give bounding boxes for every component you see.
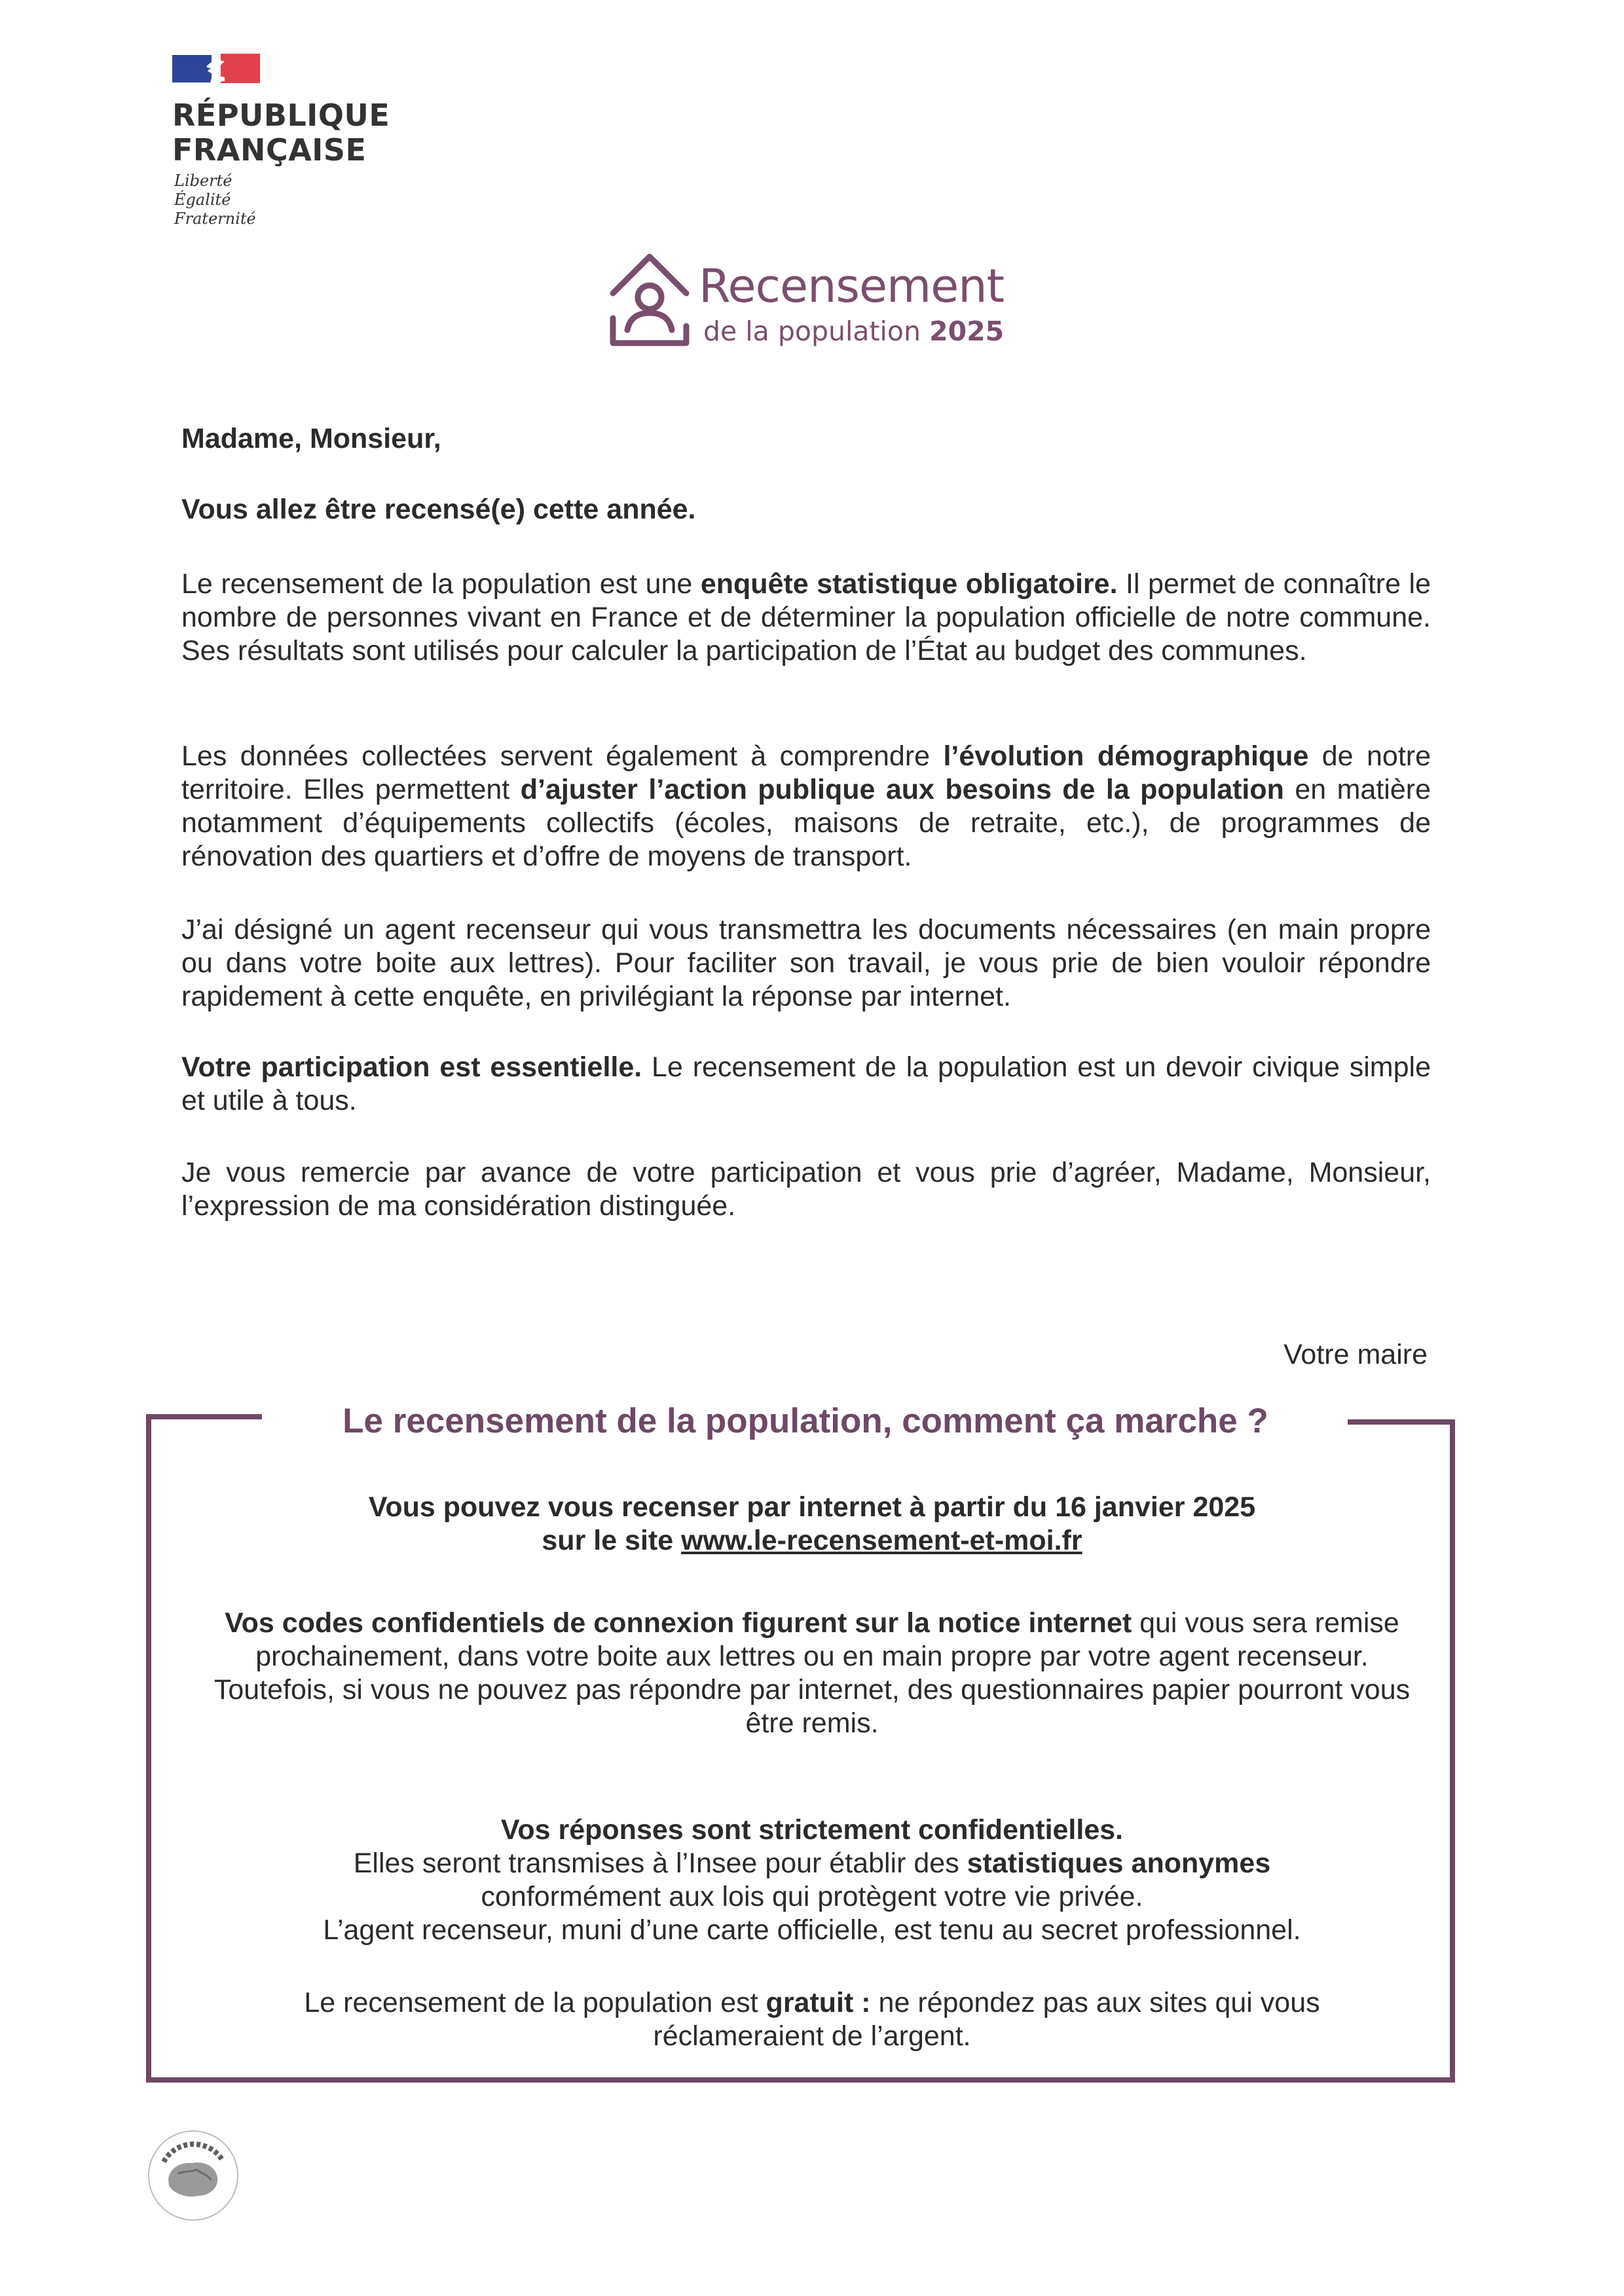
census-website-link[interactable]: www.le-recensement-et-moi.fr bbox=[681, 1525, 1082, 1556]
census-logo-title: Recensement bbox=[699, 259, 1005, 313]
republique-motto: Liberté Égalité Fraternité bbox=[174, 172, 256, 228]
info-box-codes: Vos codes confidentiels de connexion figurent sur la notice internet qui vous sera remise prochainement, dans votre boite aux lettres ou en main propre par votre agent recenseur. Toutefois, si vous ne pouvez pas répondre par internet, des questionnaires papier pourront vous être remis. bbox=[213, 1607, 1411, 1739]
letter-salutation: Madame, Monsieur, bbox=[181, 423, 441, 454]
info-box-free: Le recensement de la population est gratuit : ne répondez pas aux sites qui vous réclameraient de l’argent. bbox=[304, 1987, 1320, 2052]
republique-francaise-logo-text: RÉPUBLIQUE FRANÇAISE bbox=[172, 98, 390, 168]
letter-paragraph-1: Le recensement de la population est une enquête statistique obligatoire. Il permet de connaître le nombre de personnes vivant en France et de déterminer la population officielle de notre commune. Ses résultats sont utilisés pour calculer la participation de l’État au budget des communes. bbox=[181, 568, 1431, 666]
letter-signature: Votre maire bbox=[1283, 1339, 1428, 1370]
letter-paragraph-4: Votre participation est essentielle. Le recensement de la population est un devoir civique simple et utile à tous. bbox=[181, 1051, 1431, 1116]
letter-intro: Vous allez être recensé(e) cette année. bbox=[181, 494, 696, 525]
info-box-online-dates: Vous pouvez vous recenser par internet à partir du 16 janvier 2025 sur le site www.le-recensement-et-moi.fr bbox=[368, 1491, 1256, 1556]
letter-paragraph-3: J’ai désigné un agent recenseur qui vous transmettra les documents nécessaires (en main propre ou dans votre boite aux lettres). Pour faciliter son travail, je vous prie de bien vouloir répondre rapidement à cette enquête, en privilégiant la réponse par internet. bbox=[181, 914, 1431, 1012]
letter-paragraph-5: Je vous remercie par avance de votre participation et vous prie d’agréer, Madame, Monsieur, l’expression de ma considération distinguée. bbox=[181, 1157, 1431, 1222]
info-box-confidentiality: Vos réponses sont strictement confidentielles. Elles seront transmises à l’Insee pour établir des statistiques anonymes conformément aux lois qui protègent votre vie privée. L’agent recenseur, muni d’une carte officielle, est tenu au secret professionnel. bbox=[323, 1814, 1301, 1946]
imprim-vert-logo bbox=[145, 2128, 241, 2223]
census-logo-subtitle: de la population 2025 bbox=[703, 316, 1005, 347]
letter-paragraph-2: Les données collectées servent également à comprendre l’évolution démographique de notre territoire. Elles permettent d’ajuster l’action publique aux besoins de la population en matière notamment d’équipements collectifs (écoles, maisons de retraite, etc.), de programmes de rénovation des quartiers et d’offre de moyens de transport. bbox=[181, 740, 1431, 872]
info-box-title: Le recensement de la population, comment ça marche ? bbox=[342, 1402, 1268, 1440]
